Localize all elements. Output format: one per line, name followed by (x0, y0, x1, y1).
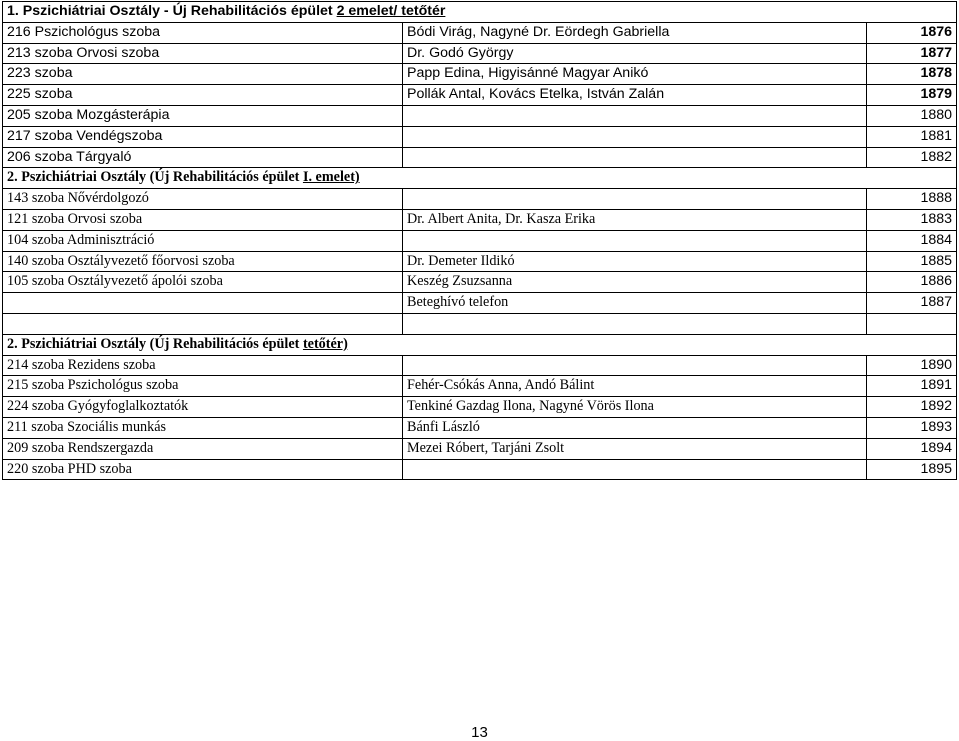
extension-cell: 1880 (867, 105, 957, 126)
section-3-title (3, 334, 957, 355)
room-cell: 214 szoba Rezidens szoba (3, 355, 403, 376)
staff-cell: Tenkiné Gazdag Ilona, Nagyné Vörös Ilona (403, 397, 867, 418)
page-number: 13 (471, 724, 488, 741)
room-cell: 206 szoba Tárgyaló (3, 147, 403, 168)
staff-cell (403, 355, 867, 376)
staff-cell (403, 126, 867, 147)
section-1-title (3, 2, 957, 23)
extension-cell: 1881 (867, 126, 957, 147)
section-1-title-text: 1. Pszichiátriai Osztály - Új Rehabilitációs épület (7, 3, 337, 19)
extension-cell: 1876 (867, 22, 957, 43)
table-row (3, 251, 957, 272)
table-row (3, 459, 957, 480)
extension-cell: 1893 (867, 417, 957, 438)
extension-cell: 1879 (867, 85, 957, 106)
extension-cell: 1887 (867, 293, 957, 314)
room-cell: 211 szoba Szociális munkás (3, 417, 403, 438)
room-cell: 216 Pszichológus szoba (3, 22, 403, 43)
room-cell: 220 szoba PHD szoba (3, 459, 403, 480)
table-row (3, 126, 957, 147)
section-1-title-underlined: 2 emelet/ tetőtér (336, 3, 446, 19)
extension-cell: 1885 (867, 251, 957, 272)
extension-cell: 1895 (867, 459, 957, 480)
table-row (3, 397, 957, 418)
table-row (3, 85, 957, 106)
table-row (3, 230, 957, 251)
extension-cell: 1892 (867, 397, 957, 418)
room-cell: 215 szoba Pszichológus szoba (3, 376, 403, 397)
staff-cell (403, 189, 867, 210)
staff-cell: Pollák Antal, Kovács Etelka, István Zalán (403, 85, 867, 106)
section-2-title (3, 168, 957, 189)
room-cell: 223 szoba (3, 64, 403, 85)
section-3-title-underlined: tetőtér) (302, 335, 348, 352)
room-cell: 121 szoba Orvosi szoba (3, 209, 403, 230)
section-3-title-text: 2. Pszichiátriai Osztály (Új Rehabilitációs épület (7, 335, 303, 352)
extension-cell: 1877 (867, 43, 957, 64)
table-row (3, 105, 957, 126)
room-cell: 140 szoba Osztályvezető főorvosi szoba (3, 251, 403, 272)
table-row (3, 43, 957, 64)
room-cell (3, 293, 403, 314)
staff-cell: Bódi Virág, Nagyné Dr. Eördegh Gabriella (403, 22, 867, 43)
extension-cell: 1886 (867, 272, 957, 293)
room-cell: 213 szoba Orvosi szoba (3, 43, 403, 64)
extension-cell: 1888 (867, 189, 957, 210)
staff-cell (403, 105, 867, 126)
staff-cell (403, 459, 867, 480)
table-row (3, 64, 957, 85)
table-row (3, 376, 957, 397)
section-header-row (3, 168, 957, 189)
staff-cell (403, 147, 867, 168)
empty-cell (3, 313, 403, 334)
staff-cell: Fehér-Csókás Anna, Andó Bálint (403, 376, 867, 397)
extension-cell: 1883 (867, 209, 957, 230)
section-header-row (3, 2, 957, 23)
table-row (3, 293, 957, 314)
table-row (3, 355, 957, 376)
room-cell: 209 szoba Rendszergazda (3, 438, 403, 459)
table-row (3, 417, 957, 438)
section-2-title-underlined: I. emelet) (302, 169, 360, 186)
extension-cell: 1884 (867, 230, 957, 251)
staff-cell: Dr. Demeter Ildikó (403, 251, 867, 272)
empty-cell (403, 313, 867, 334)
section-header-row (3, 334, 957, 355)
staff-cell: Papp Edina, Higyisánné Magyar Anikó (403, 64, 867, 85)
extension-cell: 1894 (867, 438, 957, 459)
staff-cell: Bánfi László (403, 417, 867, 438)
room-cell: 104 szoba Adminisztráció (3, 230, 403, 251)
extension-cell: 1882 (867, 147, 957, 168)
room-cell: 224 szoba Gyógyfoglalkoztatók (3, 397, 403, 418)
empty-row (3, 313, 957, 334)
extension-cell: 1891 (867, 376, 957, 397)
extension-cell: 1878 (867, 64, 957, 85)
staff-cell (403, 230, 867, 251)
table-row (3, 272, 957, 293)
staff-cell: Dr. Godó György (403, 43, 867, 64)
room-cell: 105 szoba Osztályvezető ápolói szoba (3, 272, 403, 293)
extension-cell: 1890 (867, 355, 957, 376)
staff-cell: Keszég Zsuzsanna (403, 272, 867, 293)
phone-directory-table (2, 1, 957, 480)
room-cell: 143 szoba Nővérdolgozó (3, 189, 403, 210)
staff-cell: Mezei Róbert, Tarjáni Zsolt (403, 438, 867, 459)
room-cell: 217 szoba Vendégszoba (3, 126, 403, 147)
table-row (3, 438, 957, 459)
table-row (3, 189, 957, 210)
section-2-title-text: 2. Pszichiátriai Osztály (Új Rehabilitációs épület (7, 169, 303, 186)
staff-cell: Dr. Albert Anita, Dr. Kasza Erika (403, 209, 867, 230)
room-cell: 205 szoba Mozgásterápia (3, 105, 403, 126)
staff-cell: Beteghívó telefon (403, 293, 867, 314)
empty-cell (867, 313, 957, 334)
table-row (3, 22, 957, 43)
room-cell: 225 szoba (3, 85, 403, 106)
table-row (3, 209, 957, 230)
table-row (3, 147, 957, 168)
